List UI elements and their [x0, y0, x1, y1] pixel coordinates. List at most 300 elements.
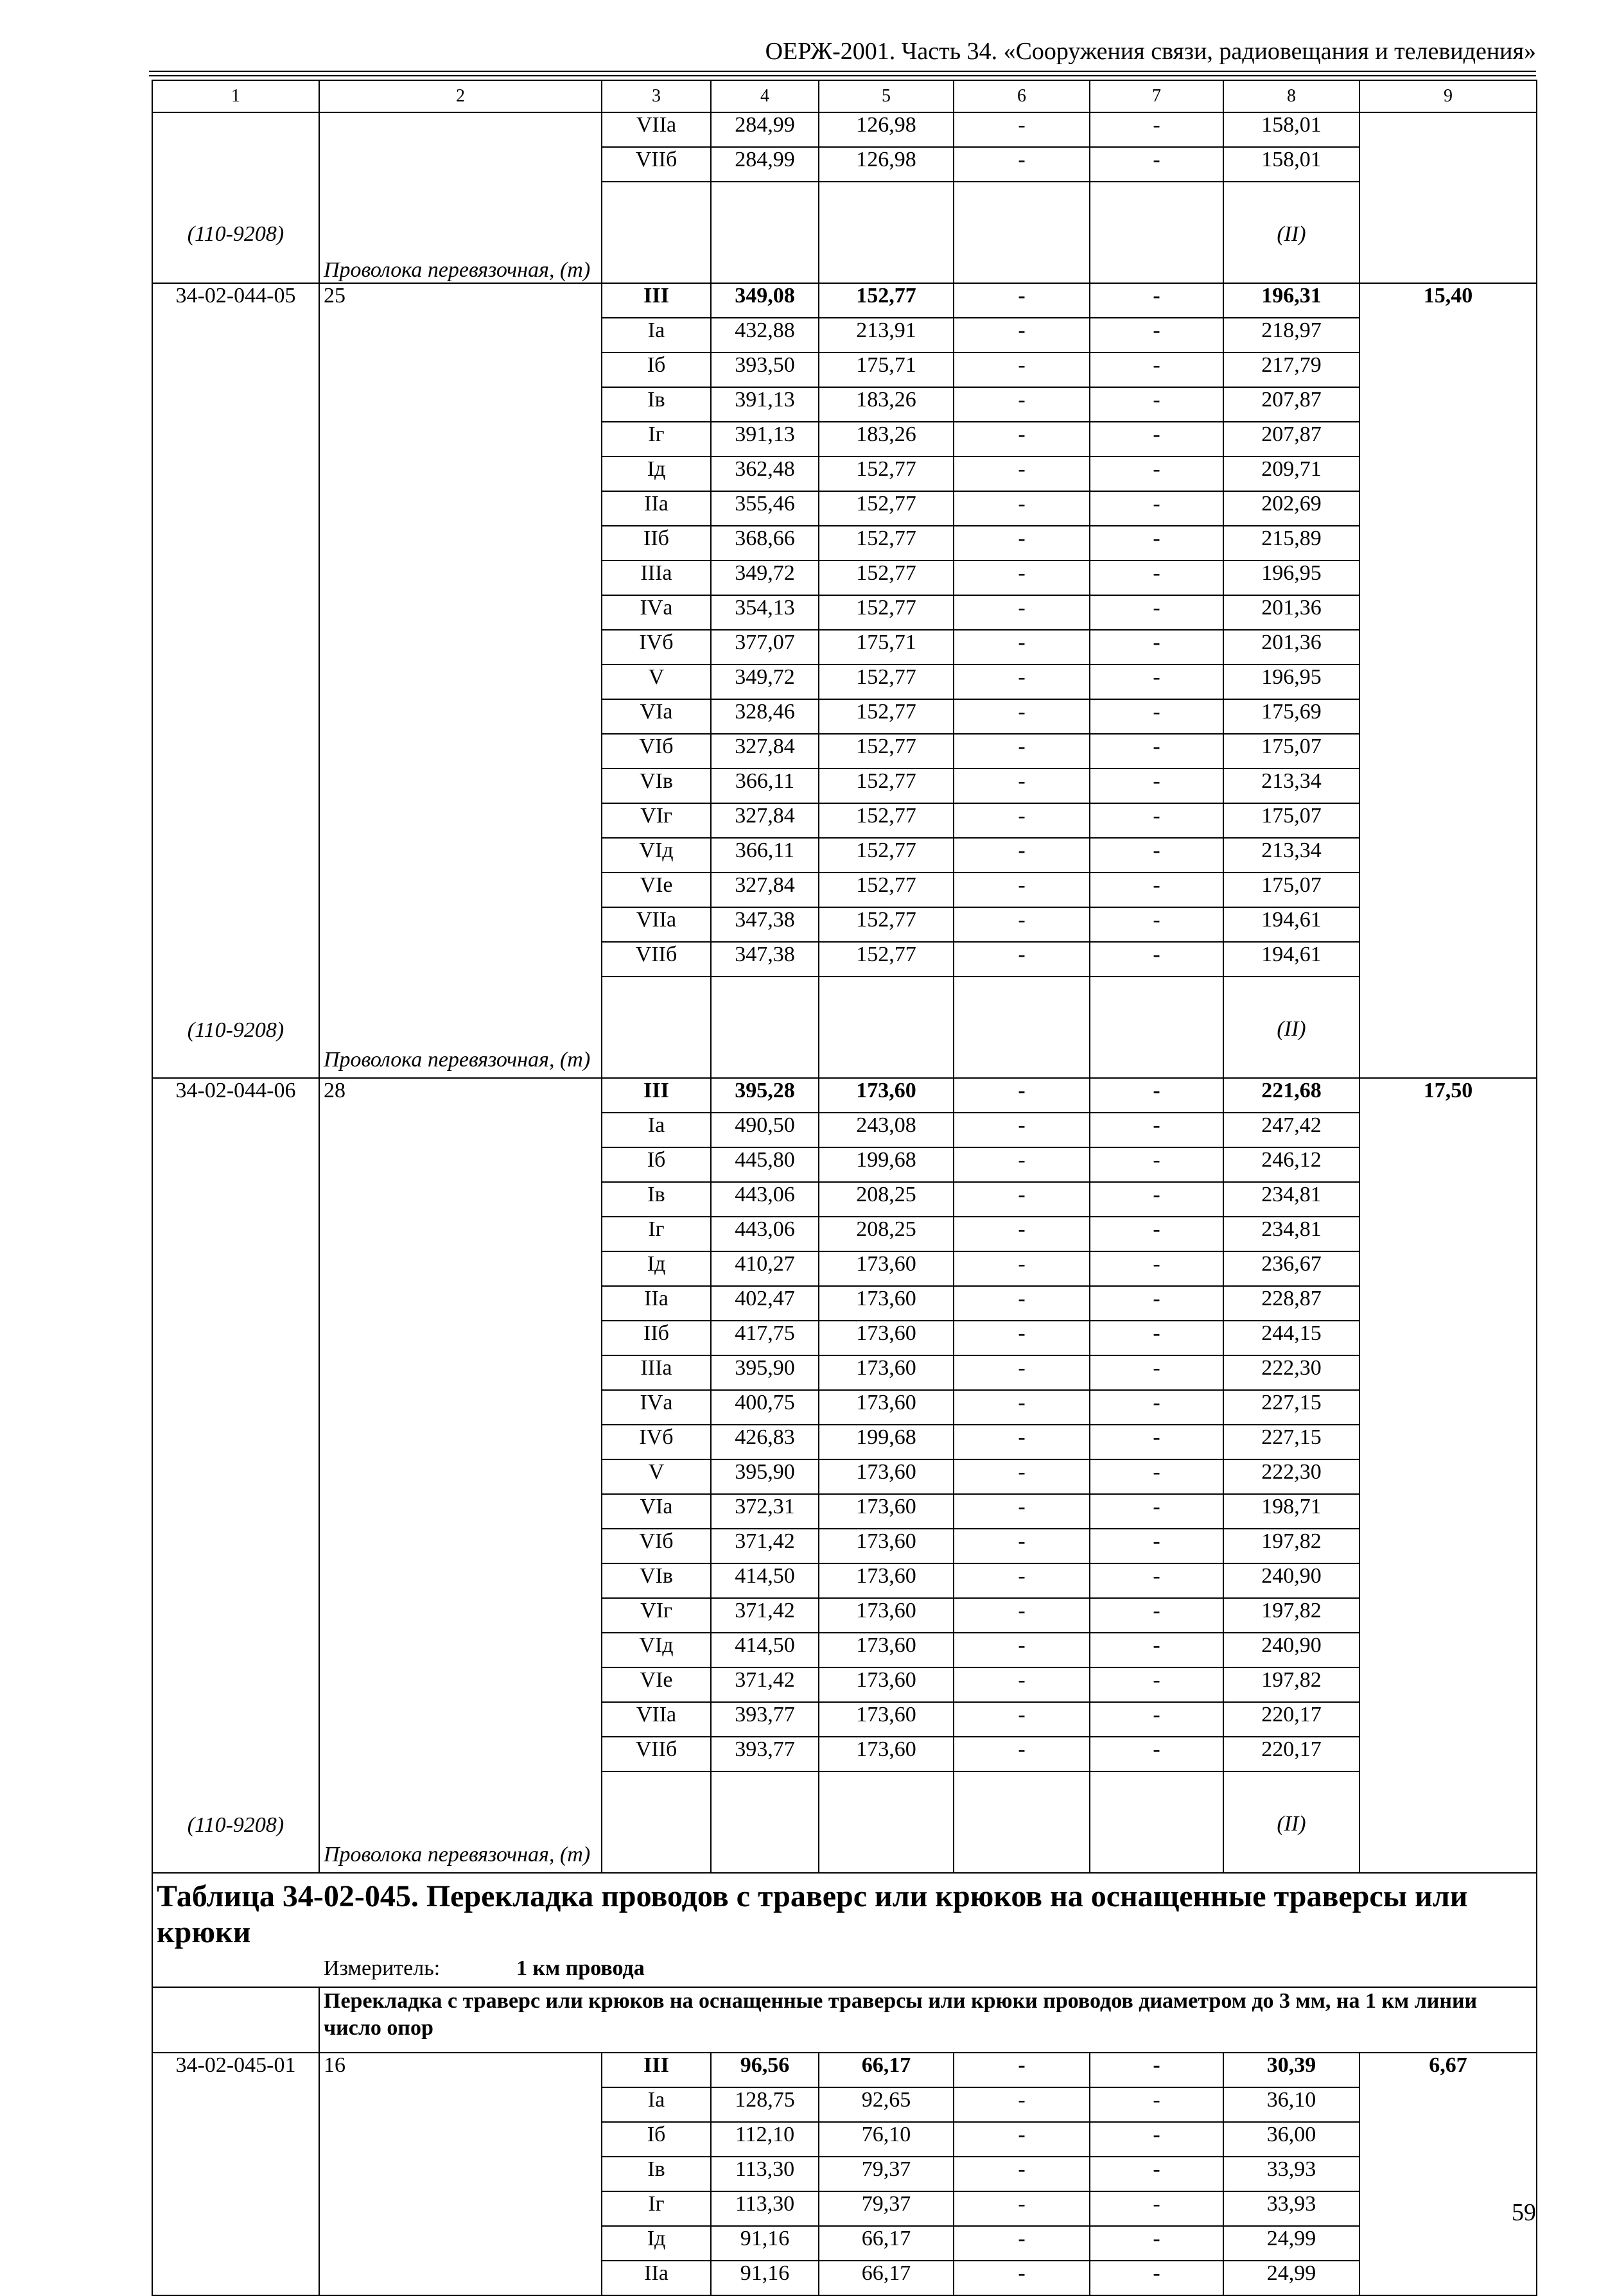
column-number-cell: 2	[319, 80, 602, 112]
column-number-cell: 9	[1359, 80, 1537, 112]
material-code: (110-9208)	[152, 112, 319, 283]
table-cell-col8: 175,07	[1223, 734, 1359, 769]
table-cell-col3: IIIа	[602, 561, 711, 595]
table-cell-col4: 349,72	[711, 665, 819, 699]
table-cell-col3: IIа	[602, 2261, 711, 2295]
table-row	[152, 112, 1537, 147]
table-cell-col5: 173,60	[819, 1286, 954, 1321]
table-cell-col3: Iв	[602, 2157, 711, 2191]
table-cell-col8: 196,95	[1223, 665, 1359, 699]
table-cell-col3: IIб	[602, 1321, 711, 1355]
table-cell-col3: VIб	[602, 734, 711, 769]
table-cell-col8: 198,71	[1223, 1494, 1359, 1529]
table-cell-col5: 173,60	[819, 1078, 954, 1113]
table-cell-col8: 175,07	[1223, 873, 1359, 907]
table-cell-col8: 240,90	[1223, 1563, 1359, 1598]
table-cell-col3: Iб	[602, 1147, 711, 1182]
table-cell-col4: 327,84	[711, 734, 819, 769]
table-cell-col8: 197,82	[1223, 1529, 1359, 1563]
table-cell-col7: -	[1090, 112, 1223, 147]
table-body	[152, 80, 1537, 2295]
table-cell-col4: 368,66	[711, 526, 819, 561]
table-cell-col3: VIа	[602, 1494, 711, 1529]
table-cell-col4: 327,84	[711, 873, 819, 907]
table-cell-col7: -	[1090, 1217, 1223, 1251]
table-cell-col7: -	[1090, 873, 1223, 907]
material-name: Проволока перевязочная, (т)	[324, 1843, 591, 1866]
table-cell-col3: IIа	[602, 1286, 711, 1321]
table-cell-col8: 246,12	[1223, 1147, 1359, 1182]
table-cell-col4: 366,11	[711, 769, 819, 803]
table-cell-col5: 208,25	[819, 1182, 954, 1217]
table-cell-col3: VIIа	[602, 1702, 711, 1737]
table-cell-col4: 113,30	[711, 2191, 819, 2226]
table-cell-col8: 220,17	[1223, 1702, 1359, 1737]
table-cell-col7: -	[1090, 1667, 1223, 1702]
table-cell-col7: -	[1090, 1494, 1223, 1529]
table-cell-col6: -	[954, 2191, 1090, 2226]
table-title-cell	[152, 1873, 1537, 1987]
empty-cell	[152, 1987, 319, 2053]
table-cell-col4: 347,38	[711, 942, 819, 977]
measure-line	[157, 1956, 1532, 1981]
table-cell-col5: 152,77	[819, 942, 954, 977]
table-cell-col6: -	[954, 769, 1090, 803]
table-cell-col6: -	[954, 873, 1090, 907]
table-cell-col6: -	[954, 1321, 1090, 1355]
table-cell-col5: 79,37	[819, 2157, 954, 2191]
table-cell-col6: -	[954, 491, 1090, 526]
table-cell-col3: VIIа	[602, 907, 711, 942]
table-cell-col7: -	[1090, 1425, 1223, 1459]
table-cell-col7: -	[1090, 665, 1223, 699]
table-cell-col5: 152,77	[819, 803, 954, 838]
material-unit-class: (II)	[1223, 977, 1359, 1078]
table-cell-col5: 173,60	[819, 1459, 954, 1494]
table-cell-col5: 173,60	[819, 1251, 954, 1286]
table-cell-col7: -	[1090, 838, 1223, 873]
table-cell-col4: 432,88	[711, 318, 819, 352]
empty-cell	[602, 182, 711, 283]
empty-cell	[1090, 182, 1223, 283]
table-cell-col4: 443,06	[711, 1182, 819, 1217]
table-cell-col4: 366,11	[711, 838, 819, 873]
page-number: 59	[1512, 2199, 1536, 2226]
table-cell-col6: -	[954, 147, 1090, 182]
material-name: Проволока перевязочная, (т)	[319, 112, 602, 283]
table-cell-col5: 152,77	[819, 699, 954, 734]
table-cell-col6: -	[954, 907, 1090, 942]
table-cell-col6: -	[954, 318, 1090, 352]
table-cell-col4: 393,50	[711, 352, 819, 387]
table-cell-col5: 173,60	[819, 1390, 954, 1425]
table-cell-col6: -	[954, 352, 1090, 387]
norm-code: 34-02-045-01	[152, 2053, 319, 2295]
table-cell-col8: 213,34	[1223, 769, 1359, 803]
table-cell-col7: -	[1090, 283, 1223, 318]
table-cell-col7: -	[1090, 1737, 1223, 1771]
table-cell-col7: -	[1090, 942, 1223, 977]
table-cell-col6: -	[954, 1529, 1090, 1563]
table-cell-col9	[1359, 112, 1537, 283]
table-cell-col8: 175,07	[1223, 803, 1359, 838]
table-cell-col6: -	[954, 1286, 1090, 1321]
table-cell-col5: 173,60	[819, 1494, 954, 1529]
table-cell-col4: 371,42	[711, 1667, 819, 1702]
table-cell-col6: -	[954, 1217, 1090, 1251]
table-cell-col4: 328,46	[711, 699, 819, 734]
table-cell-col6: -	[954, 2261, 1090, 2295]
table-cell-col6: -	[954, 1633, 1090, 1667]
norm-code: 34-02-044-05	[175, 284, 296, 308]
table-cell-col5: 152,77	[819, 734, 954, 769]
table-cell-col7: -	[1090, 422, 1223, 457]
norm-parameter-cell	[319, 1078, 602, 1873]
table-cell-col4: 91,16	[711, 2261, 819, 2295]
table-cell-col7: -	[1090, 1355, 1223, 1390]
table-cell-col5: 173,60	[819, 1321, 954, 1355]
table-cell-col6: -	[954, 422, 1090, 457]
table-cell-col8: 158,01	[1223, 147, 1359, 182]
table-cell-col4: 372,31	[711, 1494, 819, 1529]
table-cell-col6: -	[954, 2157, 1090, 2191]
table-cell-col6: -	[954, 1494, 1090, 1529]
table-cell-col7: -	[1090, 595, 1223, 630]
table-cell-col5: 152,77	[819, 873, 954, 907]
table-cell-col8: 227,15	[1223, 1425, 1359, 1459]
header-rule	[149, 75, 1536, 76]
table-cell-col3: VIв	[602, 769, 711, 803]
table-cell-col5: 173,60	[819, 1737, 954, 1771]
table-cell-col8: 30,39	[1223, 2053, 1359, 2087]
table-cell-col3: VIд	[602, 838, 711, 873]
table-cell-col3: VIIб	[602, 147, 711, 182]
table-cell-col5: 183,26	[819, 422, 954, 457]
table-cell-col3: IIб	[602, 526, 711, 561]
table-cell-col5: 66,17	[819, 2261, 954, 2295]
norms-table	[152, 80, 1537, 2296]
table-cell-col3: Iа	[602, 1113, 711, 1147]
table-cell-col8: 244,15	[1223, 1321, 1359, 1355]
table-cell-col7: -	[1090, 2226, 1223, 2261]
table-cell-col5: 152,77	[819, 457, 954, 491]
table-cell-col4: 393,77	[711, 1702, 819, 1737]
table-cell-col4: 113,30	[711, 2157, 819, 2191]
table-cell-col7: -	[1090, 526, 1223, 561]
table-cell-col3: VIг	[602, 803, 711, 838]
table-cell-col5: 152,77	[819, 491, 954, 526]
table-cell-col6: -	[954, 2053, 1090, 2087]
table-cell-col8: 236,67	[1223, 1251, 1359, 1286]
table-cell-col3: III	[602, 2053, 711, 2087]
table-cell-col3: Iв	[602, 1182, 711, 1217]
table-cell-col5: 66,17	[819, 2226, 954, 2261]
column-number-cell: 6	[954, 80, 1090, 112]
table-cell-col8: 158,01	[1223, 112, 1359, 147]
header-rule	[149, 71, 1536, 72]
column-number-cell: 3	[602, 80, 711, 112]
table-cell-col6: -	[954, 803, 1090, 838]
table-cell-col7: -	[1090, 491, 1223, 526]
table-cell-col3: IIа	[602, 491, 711, 526]
empty-cell	[602, 1771, 711, 1873]
table-cell-col6: -	[954, 665, 1090, 699]
table-cell-col3: Iд	[602, 1251, 711, 1286]
table-cell-col5: 173,60	[819, 1667, 954, 1702]
norm-code: 34-02-044-06	[175, 1079, 296, 1102]
table-cell-col4: 347,38	[711, 907, 819, 942]
table-cell-col7: -	[1090, 147, 1223, 182]
table-cell-col3: Iа	[602, 318, 711, 352]
table-cell-col7: -	[1090, 1147, 1223, 1182]
table-cell-col4: 112,10	[711, 2122, 819, 2157]
table-cell-col4: 349,72	[711, 561, 819, 595]
table-cell-col3: IVа	[602, 1390, 711, 1425]
table-cell-col6: -	[954, 283, 1090, 318]
table-cell-col5: 126,98	[819, 112, 954, 147]
table-cell-col4: 377,07	[711, 630, 819, 665]
table-cell-col8: 196,31	[1223, 283, 1359, 318]
table-cell-col8: 36,00	[1223, 2122, 1359, 2157]
table-cell-col4: 402,47	[711, 1286, 819, 1321]
table-cell-col8: 194,61	[1223, 907, 1359, 942]
table-cell-col3: Iа	[602, 2087, 711, 2122]
table-cell-col6: -	[954, 734, 1090, 769]
table-cell-col7: -	[1090, 1390, 1223, 1425]
table-cell-col5: 213,91	[819, 318, 954, 352]
table-cell-col6: -	[954, 838, 1090, 873]
table-cell-col3: Iг	[602, 1217, 711, 1251]
table-cell-col5: 152,77	[819, 907, 954, 942]
table-cell-col5: 199,68	[819, 1425, 954, 1459]
table-cell-col7: -	[1090, 803, 1223, 838]
empty-cell	[819, 977, 954, 1078]
table-cell-col4: 393,77	[711, 1737, 819, 1771]
table-cell-col5: 173,60	[819, 1633, 954, 1667]
table-cell-col6: -	[954, 457, 1090, 491]
table-cell-col5: 152,77	[819, 595, 954, 630]
table-cell-col6: -	[954, 1667, 1090, 1702]
table-cell-col9: 6,67	[1359, 2053, 1537, 2295]
column-number-cell: 7	[1090, 80, 1223, 112]
table-cell-col3: V	[602, 1459, 711, 1494]
table-cell-col4: 414,50	[711, 1563, 819, 1598]
table-cell-col6: -	[954, 526, 1090, 561]
table-cell-col4: 355,46	[711, 491, 819, 526]
table-cell-col8: 227,15	[1223, 1390, 1359, 1425]
table-cell-col8: 234,81	[1223, 1182, 1359, 1217]
table-cell-col8: 217,79	[1223, 352, 1359, 387]
table-cell-col8: 221,68	[1223, 1078, 1359, 1113]
table-cell-col5: 173,60	[819, 1598, 954, 1633]
table-cell-col7: -	[1090, 907, 1223, 942]
table-cell-col5: 175,71	[819, 352, 954, 387]
table-cell-col8: 247,42	[1223, 1113, 1359, 1147]
table-cell-col7: -	[1090, 1633, 1223, 1667]
table-cell-col8: 196,95	[1223, 561, 1359, 595]
table-cell-col6: -	[954, 1737, 1090, 1771]
table-cell-col6: -	[954, 2122, 1090, 2157]
table-cell-col7: -	[1090, 1251, 1223, 1286]
table-cell-col4: 410,27	[711, 1251, 819, 1286]
table-cell-col8: 218,97	[1223, 318, 1359, 352]
table-cell-col8: 215,89	[1223, 526, 1359, 561]
empty-cell	[819, 182, 954, 283]
table-cell-col6: -	[954, 699, 1090, 734]
table-cell-col7: -	[1090, 1563, 1223, 1598]
table-cell-col7: -	[1090, 2157, 1223, 2191]
table-cell-col3: VIе	[602, 873, 711, 907]
table-cell-col8: 33,93	[1223, 2191, 1359, 2226]
material-name: Проволока перевязочная, (т)	[324, 1048, 591, 1072]
table-cell-col3: V	[602, 665, 711, 699]
table-cell-col6: -	[954, 387, 1090, 422]
empty-cell	[1090, 977, 1223, 1078]
table-cell-col4: 349,08	[711, 283, 819, 318]
table-cell-col3: Iг	[602, 2191, 711, 2226]
table-cell-col7: -	[1090, 734, 1223, 769]
table-cell-col5: 76,10	[819, 2122, 954, 2157]
norm-parameter: 16	[319, 2053, 602, 2295]
table-cell-col7: -	[1090, 1598, 1223, 1633]
table-cell-col5: 173,60	[819, 1563, 954, 1598]
table-cell-col8: 207,87	[1223, 422, 1359, 457]
subheading-row	[152, 1987, 1537, 2053]
table-cell-col4: 395,28	[711, 1078, 819, 1113]
table-cell-col7: -	[1090, 630, 1223, 665]
table-cell-col5: 152,77	[819, 838, 954, 873]
table-cell-col6: -	[954, 2087, 1090, 2122]
table-cell-col8: 197,82	[1223, 1667, 1359, 1702]
table-cell-col7: -	[1090, 1321, 1223, 1355]
norm-parameter: 25	[324, 284, 345, 308]
table-cell-col5: 92,65	[819, 2087, 954, 2122]
empty-cell	[819, 1771, 954, 1873]
table-cell-col6: -	[954, 1390, 1090, 1425]
empty-cell	[954, 182, 1090, 283]
table-cell-col3: VIе	[602, 1667, 711, 1702]
table-cell-col7: -	[1090, 352, 1223, 387]
table-cell-col8: 222,30	[1223, 1355, 1359, 1390]
table-cell-col7: -	[1090, 2087, 1223, 2122]
table-cell-col8: 201,36	[1223, 630, 1359, 665]
table-cell-col4: 362,48	[711, 457, 819, 491]
table-cell-col8: 202,69	[1223, 491, 1359, 526]
empty-cell	[1090, 1771, 1223, 1873]
table-cell-col8: 194,61	[1223, 942, 1359, 977]
table-cell-col4: 371,42	[711, 1529, 819, 1563]
table-cell-col4: 96,56	[711, 2053, 819, 2087]
table-cell-col8: 209,71	[1223, 457, 1359, 491]
table-cell-col6: -	[954, 1425, 1090, 1459]
table-cell-col4: 128,75	[711, 2087, 819, 2122]
table-cell-col4: 284,99	[711, 112, 819, 147]
column-number-row	[152, 80, 1537, 112]
table-cell-col7: -	[1090, 1113, 1223, 1147]
table-cell-col3: VIIа	[602, 112, 711, 147]
table-cell-col3: Iб	[602, 352, 711, 387]
table-cell-col4: 445,80	[711, 1147, 819, 1182]
column-number-cell: 8	[1223, 80, 1359, 112]
table-cell-col8: 234,81	[1223, 1217, 1359, 1251]
table-cell-col5: 243,08	[819, 1113, 954, 1147]
table-row	[152, 1078, 1537, 1113]
table-cell-col6: -	[954, 630, 1090, 665]
table-cell-col5: 152,77	[819, 561, 954, 595]
table-cell-col5: 152,77	[819, 769, 954, 803]
table-cell-col5: 152,77	[819, 526, 954, 561]
table-cell-col6: -	[954, 1355, 1090, 1390]
table-cell-col6: -	[954, 1078, 1090, 1113]
table-cell-col7: -	[1090, 561, 1223, 595]
table-cell-col7: -	[1090, 1078, 1223, 1113]
table-cell-col4: 400,75	[711, 1390, 819, 1425]
table-cell-col6: -	[954, 1147, 1090, 1182]
table-cell-col6: -	[954, 1459, 1090, 1494]
table-cell-col3: IIIа	[602, 1355, 711, 1390]
table-cell-col5: 175,71	[819, 630, 954, 665]
table-cell-col8: 228,87	[1223, 1286, 1359, 1321]
table-cell-col6: -	[954, 1251, 1090, 1286]
table-cell-col3: VIа	[602, 699, 711, 734]
norm-code-cell	[152, 283, 319, 1078]
table-cell-col4: 417,75	[711, 1321, 819, 1355]
subheading-text: Перекладка с траверс или крюков на оснащенные траверсы или крюки проводов диаметром до 3 мм, на 1 км линии число опор	[324, 1989, 1478, 2040]
table-cell-col5: 66,17	[819, 2053, 954, 2087]
norm-code-cell	[152, 1078, 319, 1873]
table-cell-col7: -	[1090, 1459, 1223, 1494]
table-cell-col3: Iг	[602, 422, 711, 457]
table-cell-col8: 240,90	[1223, 1633, 1359, 1667]
column-number-cell: 1	[152, 80, 319, 112]
table-cell-col8: 207,87	[1223, 387, 1359, 422]
table-cell-col3: VIIб	[602, 942, 711, 977]
table-cell-col5: 173,60	[819, 1355, 954, 1390]
empty-cell	[954, 1771, 1090, 1873]
table-cell-col3: Iд	[602, 2226, 711, 2261]
table-cell-col4: 91,16	[711, 2226, 819, 2261]
table-cell-col3: IVб	[602, 630, 711, 665]
table-title: Таблица 34-02-045. Перекладка проводов с траверс или крюков на оснащенные траверсы или крюки	[157, 1879, 1468, 1949]
empty-cell	[711, 182, 819, 283]
table-cell-col5: 152,77	[819, 665, 954, 699]
table-cell-col8: 222,30	[1223, 1459, 1359, 1494]
table-cell-col5: 208,25	[819, 1217, 954, 1251]
norm-parameter-cell	[319, 283, 602, 1078]
table-cell-col3: IVб	[602, 1425, 711, 1459]
table-cell-col7: -	[1090, 1529, 1223, 1563]
empty-cell	[711, 977, 819, 1078]
table-cell-col9: 15,40	[1359, 283, 1537, 1078]
table-cell-col6: -	[954, 1702, 1090, 1737]
table-cell-col3: VIг	[602, 1598, 711, 1633]
table-cell-col3: Iб	[602, 2122, 711, 2157]
empty-cell	[711, 1771, 819, 1873]
table-cell-col6: -	[954, 1563, 1090, 1598]
table-cell-col5: 126,98	[819, 147, 954, 182]
table-cell-col3: Iв	[602, 387, 711, 422]
table-cell-col7: -	[1090, 387, 1223, 422]
table-cell-col3: IVа	[602, 595, 711, 630]
table-cell-col4: 391,13	[711, 422, 819, 457]
table-cell-col9: 17,50	[1359, 1078, 1537, 1873]
table-cell-col7: -	[1090, 2191, 1223, 2226]
table-row	[152, 2053, 1537, 2087]
table-cell-col4: 395,90	[711, 1355, 819, 1390]
table-cell-col3: VIIб	[602, 1737, 711, 1771]
table-cell-col8: 175,69	[1223, 699, 1359, 734]
measure-label: Измеритель:	[324, 1956, 441, 1980]
